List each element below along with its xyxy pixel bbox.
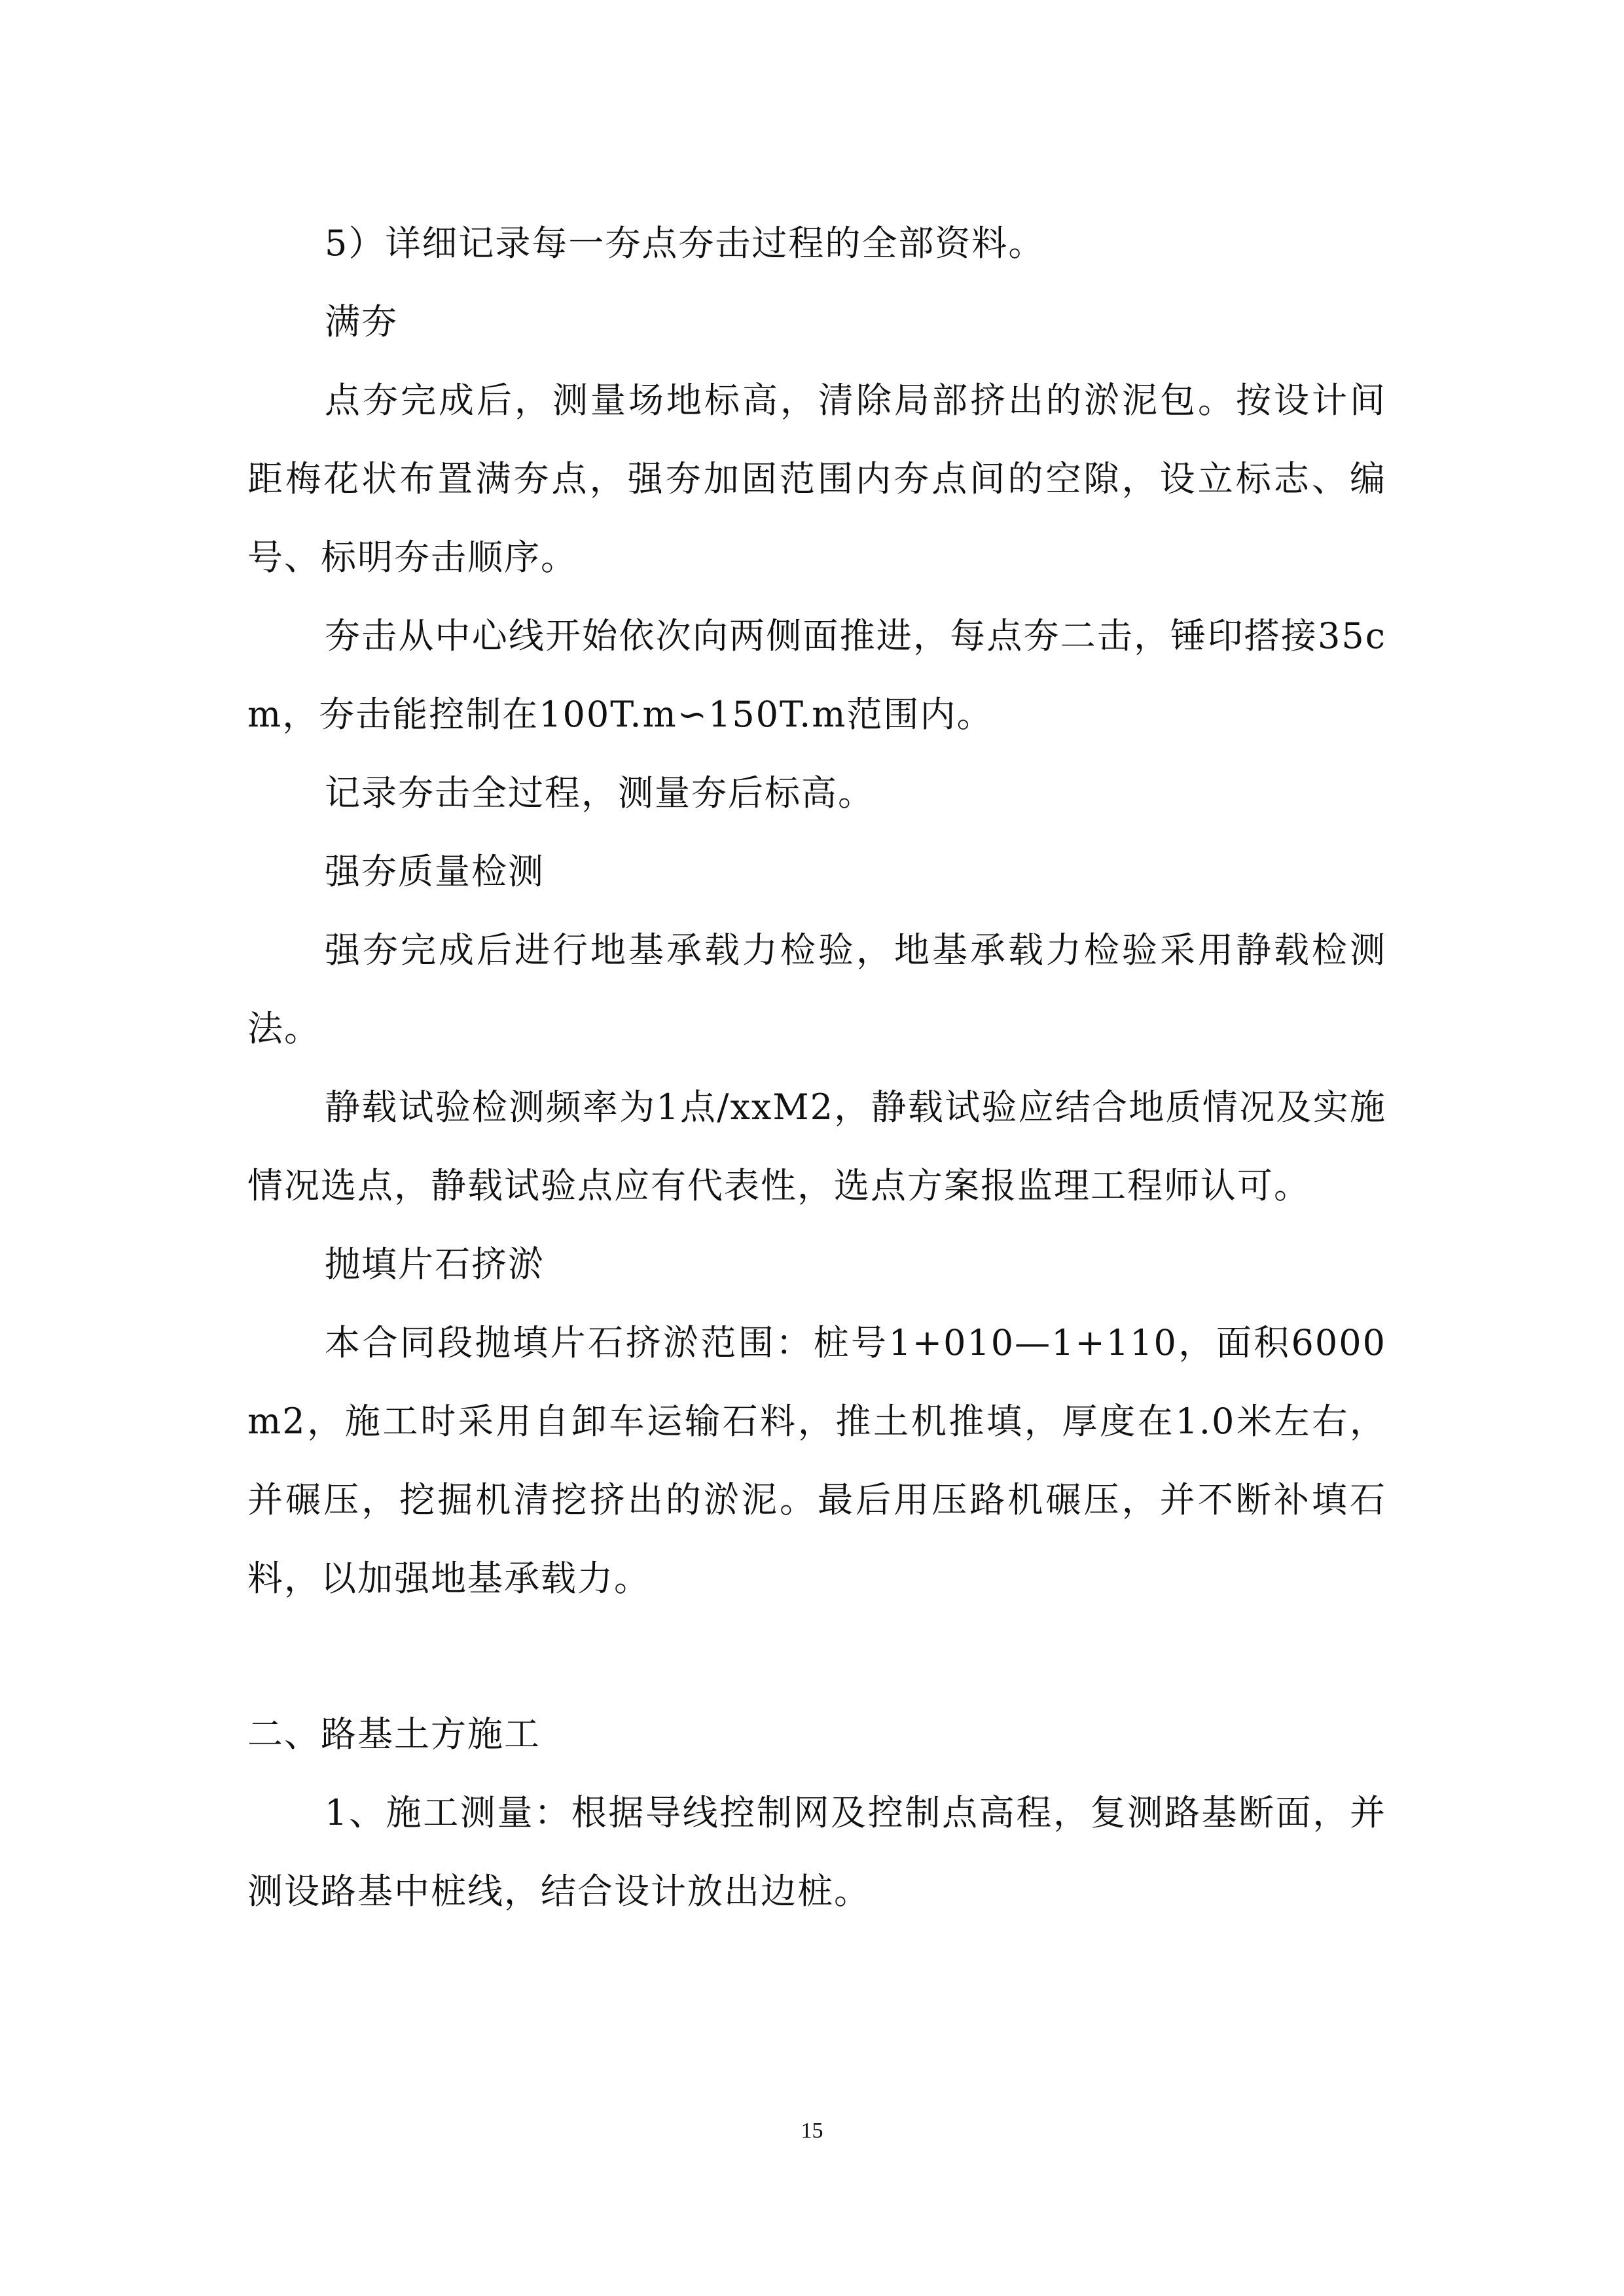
paragraph-riprap-scope: 本合同段抛填片石挤淤范围：桩号1+010—1+110，面积6000m2，施工时采用自卸车运输石料，推土机推填，厚度在1.0米左右，并碾压，挖掘机清挖挤出的淤泥。最后用压路机碾压，并不断补填石料，以加强地基承载力。 — [247, 1322, 1386, 1599]
section-heading-subgrade-earthwork: 二、路基土方施工 — [247, 1713, 541, 1755]
document-body — [247, 204, 1386, 1931]
paragraph-static-load-frequency: 静载试验检测频率为1点/xxM2，静载试验应结合地质情况及实施情况选点，静载试验点应有代表性，选点方案报监理工程师认可。 — [247, 1086, 1386, 1206]
paragraph-record-tamping-data: 5）详细记录每一夯点夯击过程的全部资料。 — [325, 223, 1045, 264]
paragraph-construction-survey: 1、施工测量：根据导线控制网及控制点高程，复测路基断面，并测设路基中桩线，结合设计放出边桩。 — [247, 1792, 1386, 1912]
subheading-full-tamping: 满夯 — [325, 301, 398, 342]
paragraph-bearing-capacity-test: 强夯完成后进行地基承载力检验，地基承载力检验采用静载检测法。 — [247, 929, 1386, 1049]
paragraph-full-tamping-layout: 点夯完成后，测量场地标高，清除局部挤出的淤泥包。按设计间距梅花状布置满夯点，强夯加固范围内夯点间的空隙，设立标志、编号、标明夯击顺序。 — [247, 380, 1386, 578]
paragraph-record-full-process: 记录夯击全过程，测量夯后标高。 — [325, 772, 875, 814]
page-number: 15 — [801, 2119, 823, 2143]
paragraph-tamping-sequence: 夯击从中心线开始依次向两侧面推进，每点夯二击，锤印搭接35cm，夯击能控制在100T.m∽150T.m范围内。 — [247, 615, 1386, 735]
subheading-riprap-silt-displacement: 抛填片石挤淤 — [325, 1244, 545, 1285]
subheading-quality-inspection: 强夯质量检测 — [325, 851, 545, 892]
